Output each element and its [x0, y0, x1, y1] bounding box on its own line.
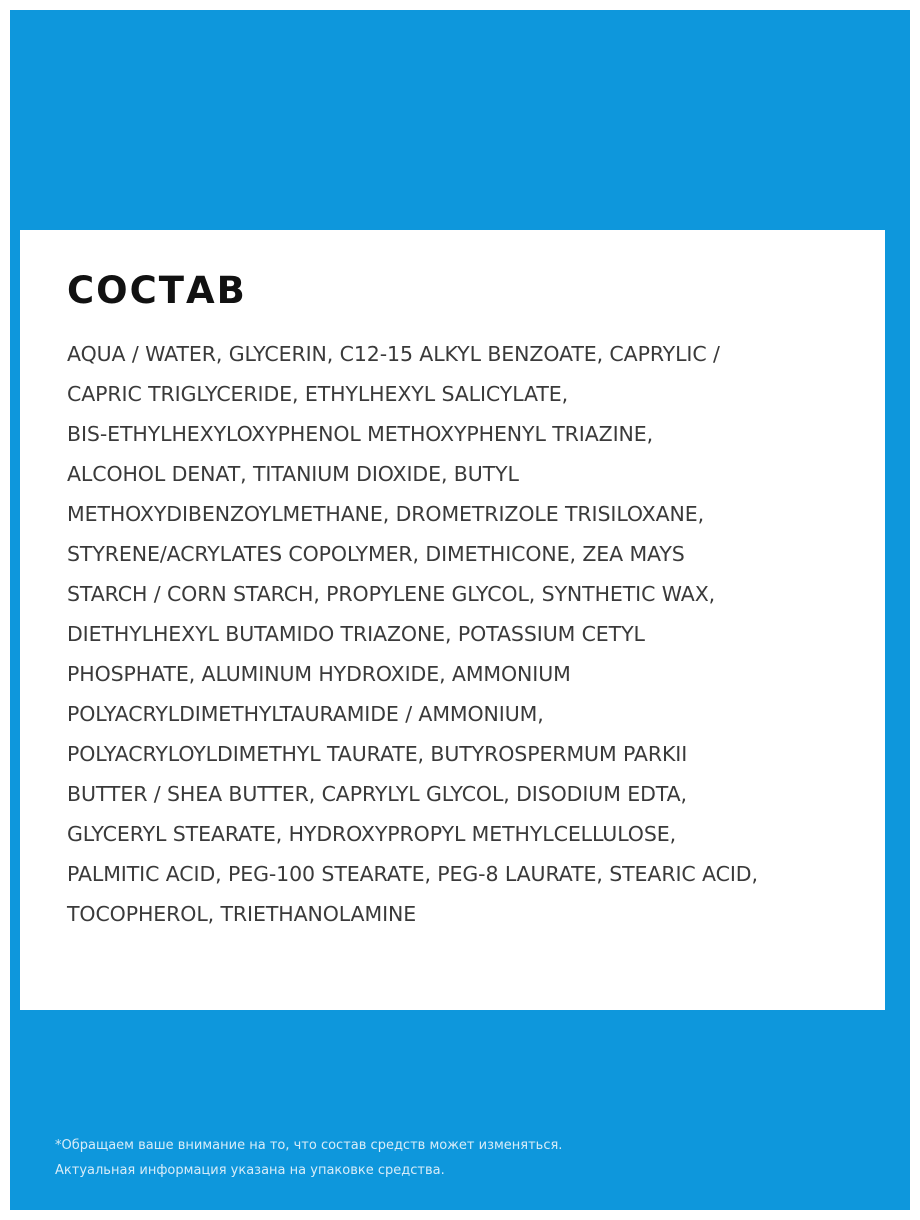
ingredient-line: POLYACRYLOYLDIMETHYL TAURATE, BUTYROSPERMUM PARKII	[67, 742, 688, 766]
ingredient-line: BUTTER / SHEA BUTTER, CAPRYLYL GLYCOL, DISODIUM EDTA,	[67, 782, 687, 806]
ingredient-line: BIS-ETHYLHEXYLOXYPHENOL METHOXYPHENYL TRIAZINE,	[67, 422, 654, 446]
ingredient-line: PHOSPHATE, ALUMINUM HYDROXIDE, AMMONIUM	[67, 662, 571, 686]
ingredient-line: ALCOHOL DENAT, TITANIUM DIOXIDE, BUTYL	[67, 462, 519, 486]
disclaimer-line-2: Актуальная информация указана на упаковке средства.	[55, 1163, 445, 1178]
ingredient-line: DIETHYLHEXYL BUTAMIDO TRIAZONE, POTASSIUM CETYL	[67, 622, 645, 646]
ingredient-line: STYRENE/ACRYLATES COPOLYMER, DIMETHICONE, ZEA MAYS	[67, 542, 685, 566]
ingredient-line: GLYCERYL STEARATE, HYDROXYPROPYL METHYLCELLULOSE,	[67, 822, 676, 846]
ingredient-line: POLYACRYLDIMETHYLTAURAMIDE / AMMONIUM,	[67, 702, 544, 726]
ingredients-list	[67, 334, 758, 934]
ingredient-line: METHOXYDIBENZOYLMETHANE, DROMETRIZOLE TRISILOXANE,	[67, 502, 705, 526]
ingredient-line: STARCH / CORN STARCH, PROPYLENE GLYCOL, SYNTHETIC WAX,	[67, 582, 716, 606]
ingredient-line: CAPRIC TRIGLYCERIDE, ETHYLHEXYL SALICYLATE,	[67, 382, 569, 406]
composition-disclaimer	[55, 1133, 562, 1183]
blue-background-frame	[10, 10, 910, 1210]
card-title: СОСТАВ	[67, 269, 247, 312]
disclaimer-line-1: *Обращаем ваше внимание на то, что состав средств может изменяться.	[55, 1138, 563, 1153]
ingredient-line: AQUA / WATER, GLYCERIN, C12-15 ALKYL BENZOATE, CAPRYLIC /	[67, 342, 720, 366]
ingredient-line: PALMITIC ACID, PEG-100 STEARATE, PEG-8 LAURATE, STEARIC ACID,	[67, 862, 758, 886]
ingredient-line: TOCOPHEROL, TRIETHANOLAMINE	[67, 902, 417, 926]
ingredients-card	[20, 230, 885, 1010]
